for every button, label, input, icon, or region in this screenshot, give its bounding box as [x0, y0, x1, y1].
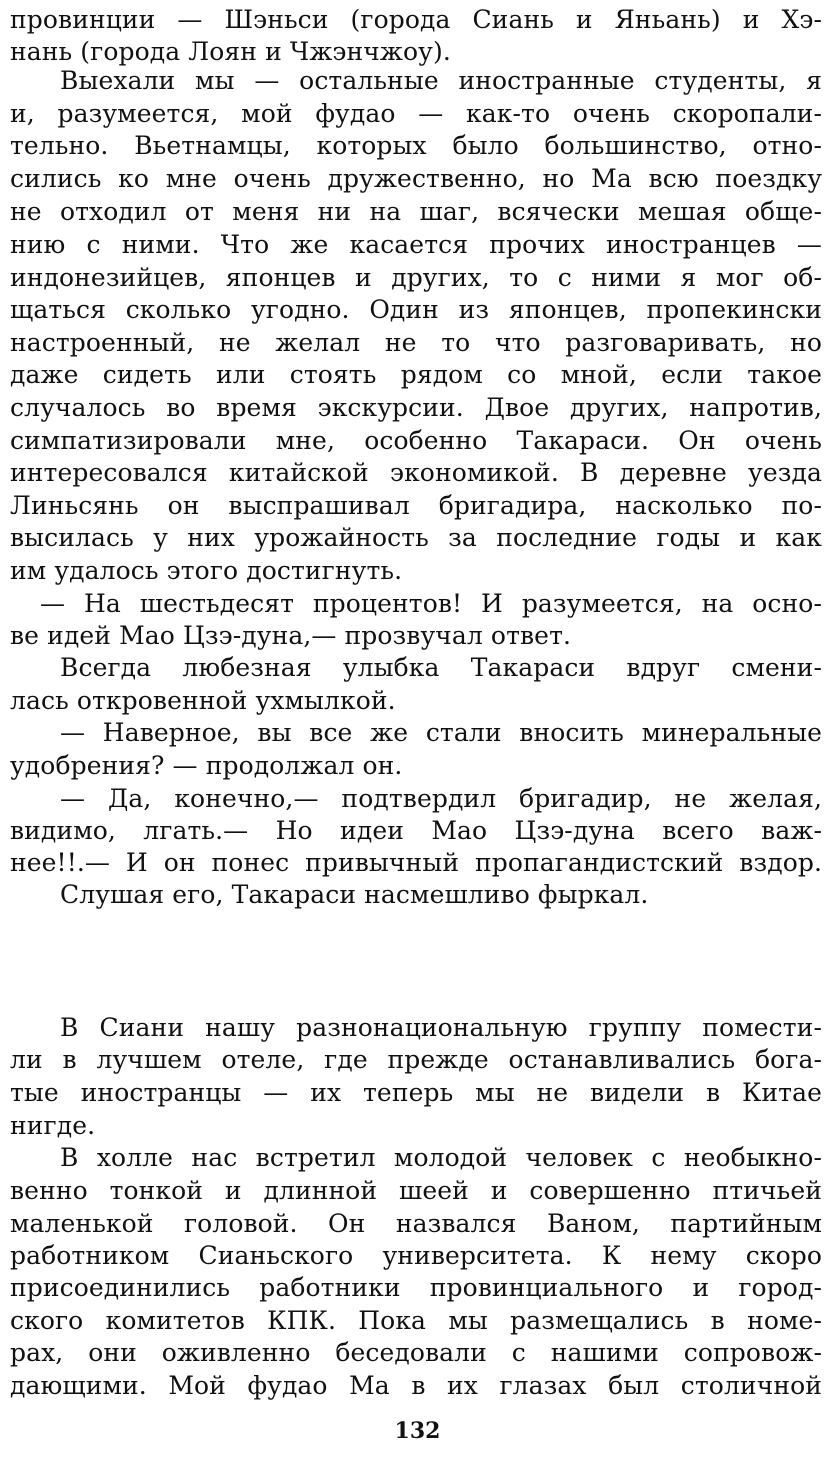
text-line: ского комитетов КПК. Пока мы размещались в номе- [10, 1306, 822, 1335]
text-line: Всегда любезная улыбка Такараси вдруг смени- [60, 653, 822, 682]
text-line: венно тонкой и длинной шеей и совершенно птичьей [10, 1176, 822, 1205]
text-line: работником Сианьского университета. К нему скоро [10, 1241, 822, 1270]
text-line: лась откровенной ухмылкой. [10, 686, 396, 715]
text-line: присоединились работники провинциального и город- [10, 1273, 822, 1302]
text-line: тые иностранцы — их теперь мы не видели в Китае [10, 1078, 822, 1107]
text-line: Линьсянь он выспрашивал бригадира, насколько по- [10, 491, 822, 520]
text-line: дающими. Мой фудао Ма в их глазах был столичной [10, 1371, 822, 1400]
text-line: щаться сколько угодно. Один из японцев, пропекински [10, 295, 822, 324]
text-line: высилась у них урожайность за последние годы и как [10, 523, 822, 552]
text-line: нее!!.— И он понес привычный пропагандистский вздор. [10, 848, 822, 877]
text-line: видимо, лгать.— Но идеи Мао Цзэ-дуна всего важ- [10, 816, 822, 845]
text-line: Выехали мы — остальные иностранные студенты, я [60, 66, 822, 95]
text-line: симпатизировали мне, особенно Такараси. Он очень [10, 426, 822, 455]
text-line: рах, они оживленно беседовали с нашими сопровож- [10, 1338, 822, 1367]
text-line: не отходил от меня ни на шаг, всячески мешая обще- [10, 197, 822, 226]
text-line: настроенный, не желал не то что разговаривать, но [10, 328, 822, 357]
text-line: и, разумеется, мой фудао — как-то очень скоропали- [10, 99, 822, 128]
text-line: — Наверное, вы все же стали вносить минеральные [60, 718, 822, 747]
text-line: интересовался китайской экономикой. В деревне уезда [10, 458, 822, 487]
text-line: сились ко мне очень дружественно, но Ма всю поездку [10, 164, 822, 193]
text-line: провинции — Шэньси (города Сиань и Яньань) и Хэ- [10, 5, 822, 34]
text-line: нию с ними. Что же касается прочих иностранцев — [10, 230, 822, 259]
text-line: нигде. [10, 1111, 96, 1140]
text-line: ве идей Мао Цзэ-дуна,— прозвучал ответ. [10, 621, 572, 650]
text-line: маленькой головой. Он назвался Ваном, партийным [10, 1209, 822, 1238]
text-line: — Да, конечно,— подтвердил бригадир, не желая, [60, 784, 822, 813]
page-number: 132 [394, 1418, 441, 1444]
text-line: индонезийцев, японцев и других, то с ними я мог об- [10, 263, 822, 292]
text-line: В Сиани нашу разнонациональную группу помести- [60, 1013, 822, 1042]
text-line: нань (города Лоян и Чжэнчжоу). [10, 37, 451, 66]
text-line: — На шестьдесят процентов! И разумеется, на осно- [40, 589, 822, 618]
text-line: случалось во время экскурсии. Двое других, напротив, [10, 393, 822, 422]
book-page [10, 0, 825, 1458]
text-line: тельно. Вьетнамцы, которых было большинство, отно- [10, 131, 822, 160]
text-line: им удалось этого достигнуть. [10, 556, 403, 585]
text-line: даже сидеть или стоять рядом со мной, если такое [10, 360, 822, 389]
text-line: В холле нас встретил молодой человек с необыкно- [60, 1143, 822, 1172]
text-line: ли в лучшем отеле, где прежде останавливались бога- [10, 1045, 822, 1074]
text-line: Слушая его, Такараси насмешливо фыркал. [60, 880, 649, 909]
text-line: удобрения? — продолжал он. [10, 751, 403, 780]
